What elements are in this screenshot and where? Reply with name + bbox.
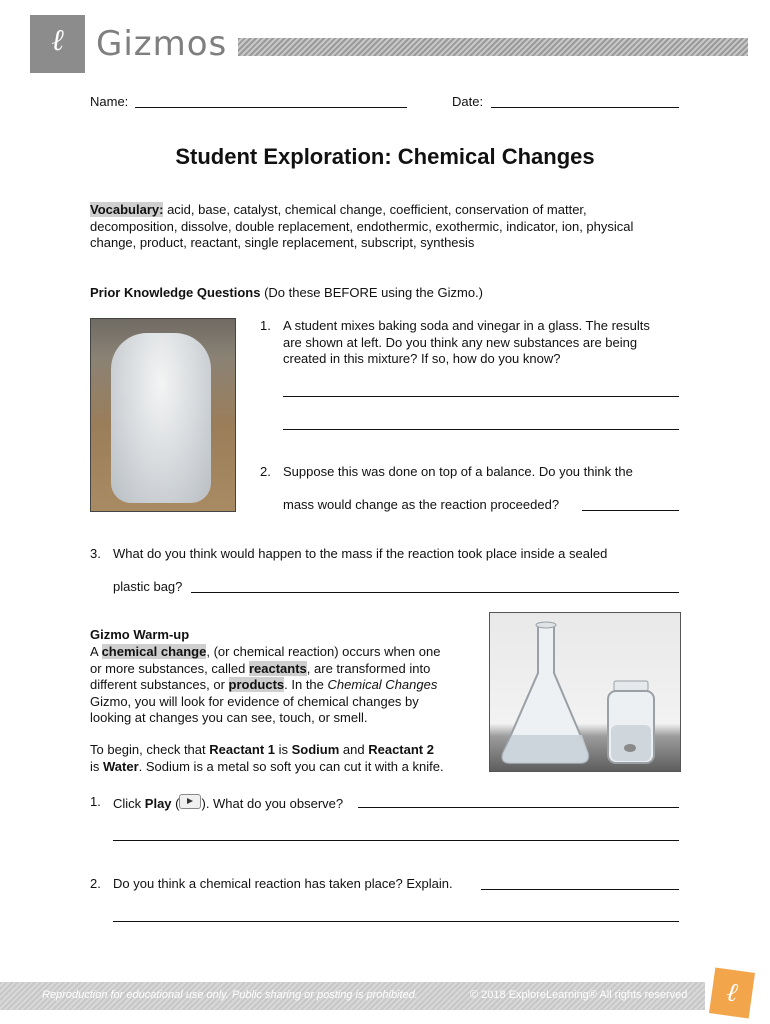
vocab-line3: change, product, reactant, single replacement, subscript, synthesis xyxy=(90,235,475,250)
w-p1i: looking at changes you can see, touch, or smell. xyxy=(90,710,368,725)
w-p1f: . In the xyxy=(284,677,328,692)
w-p2i: . Sodium is a metal so soft you can cut it with a knife. xyxy=(138,758,444,774)
warmup-q2-answer-line-2[interactable] xyxy=(113,921,679,922)
q3-answer-line[interactable] xyxy=(191,592,679,593)
footer-notice: Reproduction for educational use only. Public sharing or posting is prohibited. xyxy=(42,989,418,1001)
w-p2g: is xyxy=(90,758,103,774)
q1-number: 1. xyxy=(260,318,271,333)
baking-soda-vinegar-photo xyxy=(90,318,236,512)
prior-q1-line2: are shown at left. Do you think any new substances are being xyxy=(283,334,638,350)
prior-heading-note: (Do these BEFORE using the Gizmo.) xyxy=(260,285,483,300)
prior-q1-line1: A student mixes baking soda and vinegar in a glass. The results xyxy=(283,318,650,333)
w-p2b: Reactant 1 xyxy=(209,742,275,757)
name-field[interactable] xyxy=(135,107,407,108)
flask-and-jar-image xyxy=(489,612,681,772)
prior-q3-line2: plastic bag? xyxy=(113,579,183,594)
w-p1a: A xyxy=(90,644,102,659)
w-p1g: Chemical Changes xyxy=(327,677,438,692)
name-label: Name: xyxy=(90,94,129,109)
wq1d: ). What do you observe? xyxy=(201,796,344,811)
date-label: Date: xyxy=(452,94,484,109)
w-p2d: Sodium xyxy=(291,742,340,757)
w-p1d: , are transformed into xyxy=(306,660,431,676)
warmup-q1-text xyxy=(113,794,343,811)
wq1b: Play xyxy=(144,796,172,811)
warmup-q1-answer-line-1[interactable] xyxy=(358,807,679,808)
footer-copyright: © 2018 ExploreLearning® All rights reserved xyxy=(470,989,688,1001)
prior-q1-line3: created in this mixture? If so, how do you know? xyxy=(283,351,561,366)
q2-number: 2. xyxy=(260,464,271,479)
q1-answer-line-2[interactable] xyxy=(283,429,679,430)
date-field[interactable] xyxy=(491,107,679,108)
explorelearning-logo xyxy=(30,15,85,73)
w-p2c: is xyxy=(275,742,292,757)
term-products: products xyxy=(228,677,285,692)
logo-glyph: ℓ xyxy=(51,23,64,58)
flask-illustration xyxy=(490,613,680,771)
w-p1b: , (or chemical reaction) occurs when one xyxy=(206,644,441,659)
q1-answer-line-1[interactable] xyxy=(283,396,679,397)
page-title: Student Exploration: Chemical Changes xyxy=(175,144,595,169)
vocab-line1: acid, base, catalyst, chemical change, coefficient, conservation of matter, xyxy=(163,202,587,217)
w-p1e: different substances, or xyxy=(90,677,229,692)
vocabulary-label: Vocabulary: xyxy=(90,202,164,217)
prior-q3-line1: What do you think would happen to the mass if the reaction took place inside a sealed xyxy=(113,546,608,561)
prior-q2-line1: Suppose this was done on top of a balance. Do you think the xyxy=(283,464,633,479)
w-p2f: Reactant 2 xyxy=(368,742,434,757)
brand-name: Gizmos xyxy=(96,24,228,64)
wq1a: Click xyxy=(113,796,145,811)
warmup-q1-number: 1. xyxy=(90,794,101,809)
w-p2a: To begin, check that xyxy=(90,742,210,757)
warmup-q2-answer-line-1[interactable] xyxy=(481,889,679,890)
wq1c: ( xyxy=(171,796,180,811)
w-p1h: Gizmo, you will look for evidence of chemical changes by xyxy=(90,693,419,709)
header-stripe xyxy=(238,38,748,56)
play-icon xyxy=(179,794,201,809)
warmup-q2-number: 2. xyxy=(90,876,101,891)
w-p2e: and xyxy=(339,742,369,757)
w-p1c: or more substances, called xyxy=(90,660,249,676)
prior-q1-text xyxy=(283,318,683,368)
warmup-heading-text: Gizmo Warm-up xyxy=(90,627,190,642)
prior-q2-line2: mass would change as the reaction proceeded? xyxy=(283,497,560,512)
prior-knowledge-heading xyxy=(90,285,483,300)
foaming-glass xyxy=(111,333,211,503)
warmup-paragraph-1 xyxy=(90,644,480,727)
q3-number: 3. xyxy=(90,546,101,561)
warmup-q2-text: Do you think a chemical reaction has taken place? Explain. xyxy=(113,876,453,891)
warmup-q1-answer-line-2[interactable] xyxy=(113,840,679,841)
prior-heading-text: Prior Knowledge Questions xyxy=(90,285,261,300)
warmup-paragraph-2 xyxy=(90,742,490,775)
vocab-line2: decomposition, dissolve, double replacement, endothermic, exothermic, indicator, ion, physical xyxy=(90,218,634,234)
warmup-heading xyxy=(90,627,189,642)
footer-logo: ℓ xyxy=(709,967,755,1018)
vocabulary-block xyxy=(90,202,690,252)
q2-answer-line[interactable] xyxy=(582,510,679,511)
w-p2h: Water xyxy=(103,758,139,774)
term-reactants: reactants xyxy=(248,660,307,676)
term-chemical-change: chemical change xyxy=(101,644,207,659)
